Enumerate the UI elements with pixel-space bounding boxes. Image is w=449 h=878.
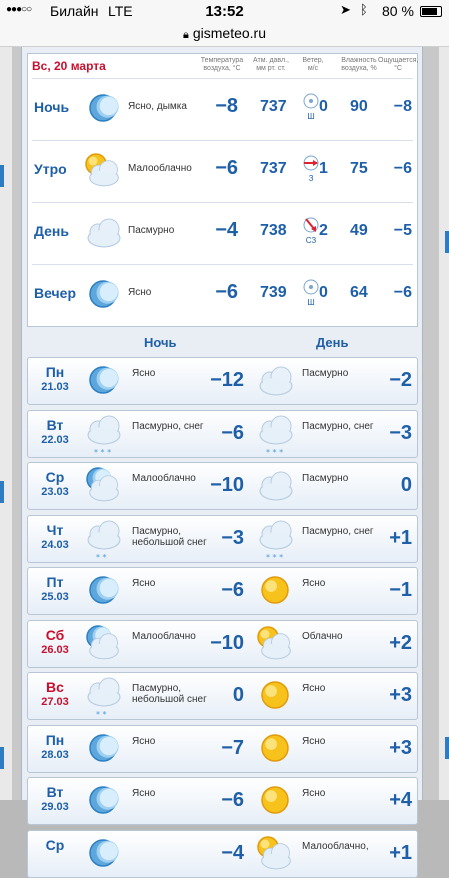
sun-icon (254, 570, 298, 612)
cloud-light-snow-icon (82, 518, 126, 560)
day-temperature: +1 (389, 841, 412, 864)
day-date: 25.03 (41, 591, 69, 603)
weather-description: Пасмурно (128, 225, 175, 236)
night-description: Ясно (132, 578, 156, 589)
left-sidebar-edge (0, 47, 12, 800)
night-temperature: −10 (210, 474, 244, 496)
svg-text:* *: * * (96, 552, 107, 562)
pressure-value: 739 (260, 284, 287, 301)
day-forecast-row[interactable] (27, 672, 418, 720)
day-description: Ясно (302, 578, 326, 589)
day-label: День (316, 335, 349, 350)
night-temperature: 0 (232, 684, 244, 706)
sun-cloud-icon (254, 623, 298, 665)
col-header-humidity: Влажность воздуха, % (341, 57, 377, 72)
day-temperature: −3 (389, 421, 412, 444)
night-temperature: −6 (221, 579, 244, 601)
battery-icon (420, 6, 442, 17)
day-forecast-row[interactable] (27, 777, 418, 825)
lock-icon: 🔒︎ (182, 29, 189, 41)
svg-text:* *: * * (96, 710, 107, 719)
weekday-name: Сб (45, 626, 65, 643)
today-row (32, 264, 413, 325)
day-date: 29.03 (41, 801, 69, 813)
col-header-temp: Температура воздуха, °C (200, 57, 244, 72)
day-description: Пасмурно (302, 473, 349, 484)
feels-like-value: −6 (393, 160, 412, 177)
day-forecast-row[interactable] (27, 620, 418, 668)
weekday-name: Чт (46, 521, 64, 538)
cloud-snow-icon (254, 518, 298, 560)
day-forecast-row[interactable] (27, 515, 418, 563)
wind-direction: СЗ (305, 236, 317, 245)
svg-text:* * *: * * * (266, 447, 284, 457)
address-bar[interactable] (0, 22, 449, 47)
night-description: Ясно (132, 735, 156, 747)
day-forecast-row[interactable] (27, 567, 418, 615)
air-temperature: −8 (215, 95, 238, 117)
left-edge-tab[interactable] (0, 481, 4, 503)
night-label: Ночь (144, 335, 177, 350)
humidity-value: 75 (350, 160, 368, 177)
sun-icon (254, 728, 298, 770)
day-forecast-row[interactable] (27, 725, 418, 773)
svg-text:* * *: * * * (266, 552, 284, 562)
air-temperature: −4 (215, 219, 238, 241)
cloud-icon (254, 465, 298, 507)
day-date: 23.03 (41, 486, 69, 498)
wind-speed: 2 (319, 222, 328, 239)
day-date: 21.03 (41, 381, 69, 393)
weather-description: Ясно (128, 287, 152, 298)
night-temperature: −3 (221, 526, 244, 549)
night-temperature: −4 (221, 841, 244, 864)
sun-cloud-icon (82, 150, 124, 190)
period-name: Ночь (34, 99, 70, 115)
weekday-name: Вт (46, 416, 64, 433)
sun-cloud-icon (254, 833, 298, 875)
sun-icon (254, 780, 298, 822)
pressure-value: 737 (260, 160, 287, 177)
weekday-name: Пт (46, 574, 64, 590)
status-bar (0, 0, 449, 22)
wind-arrow-southeast-icon (302, 216, 320, 234)
day-temperature: +1 (389, 526, 412, 549)
night-temperature: −6 (221, 421, 244, 444)
pressure-value: 737 (260, 98, 287, 115)
moon-icon (82, 570, 126, 612)
wind-direction: Ш (307, 298, 315, 307)
day-forecast-row[interactable] (27, 410, 418, 458)
cloud-icon (254, 360, 298, 402)
moon-icon (82, 833, 126, 875)
today-row (32, 202, 413, 263)
forecast-panel (21, 47, 423, 864)
day-date: 24.03 (41, 538, 69, 551)
wind-speed: 0 (319, 98, 328, 115)
day-temperature: +3 (389, 684, 412, 706)
day-temperature: −2 (389, 369, 412, 391)
calm-icon (302, 92, 320, 110)
day-temperature: +4 (389, 789, 412, 811)
cloud-icon (82, 212, 124, 252)
night-description: Ясно (132, 788, 156, 799)
sun-icon (254, 675, 298, 717)
day-forecast-row[interactable] (27, 462, 418, 510)
cloud-snow-icon (254, 413, 298, 455)
period-name: Вечер (34, 285, 77, 301)
today-forecast (27, 53, 418, 327)
night-description: Пасмурно, небольшой снег (132, 683, 207, 705)
weather-description: Малооблачно (128, 163, 192, 174)
day-description: Ясно (302, 735, 326, 747)
day-description: Пасмурно, снег (302, 420, 374, 432)
page-content (0, 47, 449, 864)
humidity-value: 90 (350, 98, 368, 115)
right-edge-tab[interactable] (445, 231, 449, 253)
wind-arrow-east-icon (302, 154, 320, 172)
today-row (32, 78, 413, 139)
weekday-name: Ср (45, 836, 65, 853)
weekday-name: Ср (45, 469, 65, 485)
feels-like-value: −6 (393, 284, 412, 301)
day-description: Пасмурно (302, 368, 349, 379)
carrier-name: Билайн (50, 3, 99, 19)
moon-icon (82, 88, 124, 128)
today-date: Вс, 20 марта (32, 59, 106, 73)
night-description: Пасмурно, небольшой снег (132, 525, 207, 548)
left-edge-tab[interactable] (0, 165, 4, 187)
weekday-name: Вт (46, 784, 64, 800)
weekday-name: Вс (46, 679, 64, 695)
svg-text:* * *: * * * (94, 447, 112, 457)
wind-direction: З (308, 174, 314, 183)
cloud-light-snow-icon (82, 675, 126, 717)
night-description: Малооблачно (132, 630, 196, 642)
day-description: Ясно (302, 788, 326, 799)
night-description: Пасмурно, снег (132, 420, 204, 432)
day-date: 28.03 (41, 748, 69, 761)
night-description: Ясно (132, 368, 156, 379)
night-temperature: −7 (221, 736, 244, 759)
air-temperature: −6 (215, 157, 238, 179)
humidity-value: 64 (350, 284, 368, 301)
location-arrow-icon: ➤ (340, 2, 351, 17)
signal-strength-icon: ●●●○○ (6, 4, 32, 15)
day-temperature: −1 (389, 579, 412, 601)
weather-description: Ясно, дымка (128, 101, 187, 112)
day-forecast-row[interactable] (27, 357, 418, 405)
night-temperature: −6 (221, 789, 244, 811)
moon-icon (82, 780, 126, 822)
pressure-value: 738 (260, 222, 287, 239)
day-forecast-row[interactable] (27, 830, 418, 878)
left-edge-tab[interactable] (0, 747, 4, 769)
day-description: Облачно (302, 630, 343, 642)
feels-like-value: −8 (393, 98, 412, 115)
wind-direction: Ш (307, 112, 315, 121)
col-header-wind: Ветер, м/с (302, 57, 324, 72)
moon-icon (82, 274, 124, 314)
battery-percent: 80 % (382, 3, 414, 19)
moon-cloud-icon (82, 465, 126, 507)
day-description: Малооблачно, (302, 840, 369, 852)
today-header (28, 54, 417, 76)
network-type: LTE (108, 3, 133, 19)
right-edge-tab[interactable] (445, 737, 449, 759)
day-description: Ясно (302, 683, 326, 694)
day-date: 26.03 (41, 643, 69, 656)
col-header-pressure: Атм. давл., мм рт. ст. (253, 57, 289, 72)
calm-icon (302, 278, 320, 296)
today-row (32, 140, 413, 201)
wind-speed: 0 (319, 284, 328, 301)
bluetooth-icon: ᛒ (360, 2, 368, 17)
col-header-feels: Ощущается, °C (378, 57, 419, 72)
moon-cloud-icon (82, 623, 126, 665)
clock: 13:52 (205, 3, 244, 20)
humidity-value: 49 (350, 222, 368, 239)
moon-icon (82, 728, 126, 770)
weekday-name: Пн (45, 364, 65, 380)
cloud-snow-icon (82, 413, 126, 455)
feels-like-value: −5 (393, 222, 412, 239)
moon-icon (82, 360, 126, 402)
day-temperature: 0 (400, 474, 412, 496)
day-temperature: +2 (389, 631, 412, 654)
wind-speed: 1 (319, 160, 328, 177)
weekday-name: Пн (45, 731, 65, 748)
day-date: 22.03 (41, 433, 69, 446)
day-date: 27.03 (41, 696, 69, 708)
night-description: Малооблачно (132, 473, 196, 484)
right-sidebar-edge (439, 47, 449, 800)
night-day-header (22, 335, 422, 351)
period-name: День (34, 223, 69, 239)
day-description: Пасмурно, снег (302, 525, 374, 537)
night-temperature: −12 (210, 369, 244, 391)
day-temperature: +3 (389, 736, 412, 759)
air-temperature: −6 (215, 281, 238, 303)
period-name: Утро (34, 161, 67, 177)
night-temperature: −10 (210, 631, 244, 654)
url-text[interactable]: gismeteo.ru (192, 25, 266, 41)
